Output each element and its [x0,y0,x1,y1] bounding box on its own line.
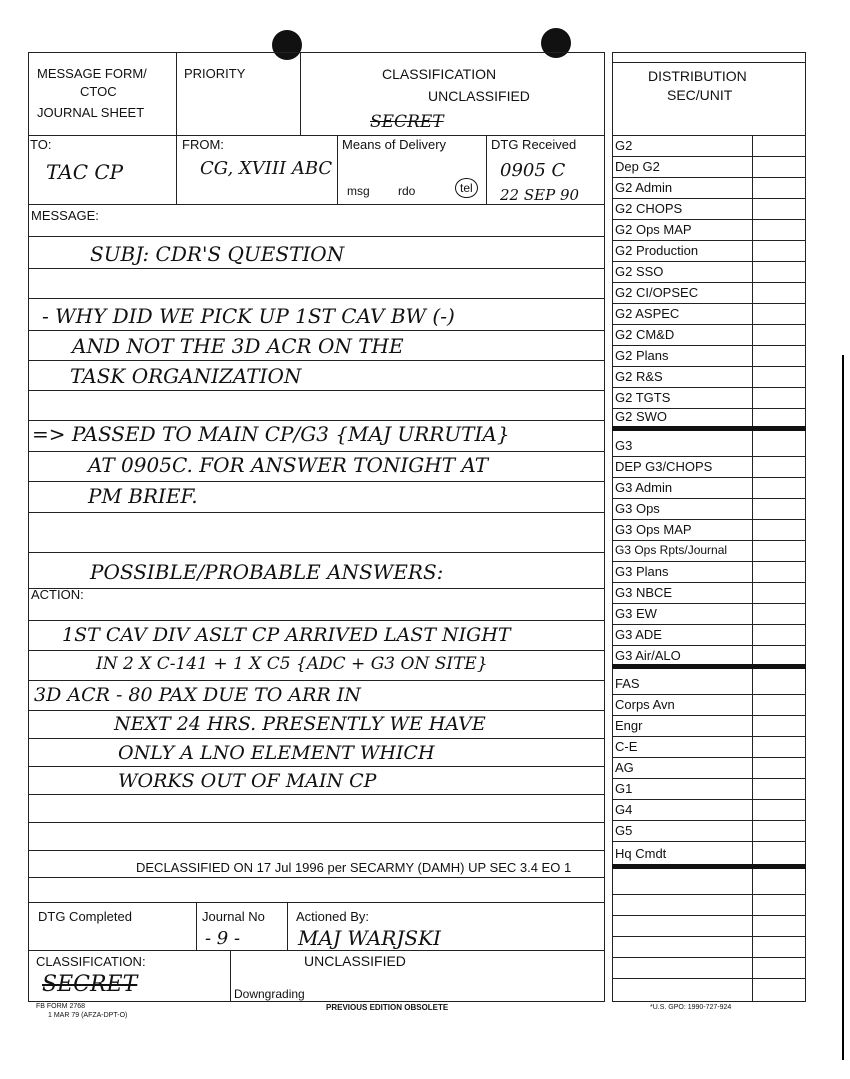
distribution-row: G3 [612,435,806,457]
distribution-row-blank [612,936,806,958]
actioned-by-value: MAJ WARJSKI [298,926,441,950]
journal-no-value: - 9 - [205,928,241,949]
distribution-subtitle: SEC/UNIT [667,87,733,103]
distribution-row: G2 SWO [615,409,668,424]
distribution-row: G3 Ops MAP [612,519,806,541]
footer-classification-value: UNCLASSIFIED [304,953,406,969]
distribution-row: G3 NBCE [612,582,806,604]
action-line: ONLY A LNO ELEMENT WHICH [118,742,435,764]
distribution-row: G2 CHOPS [612,198,806,220]
punch-hole-right [541,28,571,58]
gpo-note: *U.S. GPO: 1990-727-924 [650,1004,732,1011]
distribution-row-blank [612,894,806,916]
footer-classification-label: CLASSIFICATION: [36,954,146,969]
previous-edition-note: PREVIOUS EDITION OBSOLETE [326,1003,449,1012]
message-line: SUBJ: CDR'S QUESTION [90,242,345,266]
distribution-row: AG [612,757,806,779]
classification-value: UNCLASSIFIED [428,88,530,104]
message-line: => PASSED TO MAIN CP/G3 {MAJ URRUTIA} [32,422,510,446]
distribution-row: DEP G3/CHOPS [612,456,806,478]
message-line: AT 0905C. FOR ANSWER TONIGHT AT [88,453,489,477]
distribution-row: G3 Ops Rpts/Journal [612,540,806,562]
distribution-row: Dep G2 [612,156,806,178]
from-label: FROM: [182,137,224,152]
section-divider [612,664,806,669]
action-label: ACTION: [31,587,84,602]
message-line: POSSIBLE/PROBABLE ANSWERS: [90,560,444,584]
means-option-tel: tel [455,178,478,198]
message-label: MESSAGE: [31,208,99,223]
declassified-note: DECLASSIFIED ON 17 Jul 1996 per SECARMY (DAMH) UP SEC 3.4 EO 1 [136,860,572,875]
dtg-completed-label: DTG Completed [38,909,132,924]
distribution-row: G1 [612,778,806,800]
distribution-row: G2 Plans [612,345,806,367]
message-line: AND NOT THE 3D ACR ON THE [72,334,404,358]
classification-label: CLASSIFICATION [382,66,497,82]
form-title-line-2: CTOC [80,84,117,99]
distribution-row-blank [612,957,806,979]
distribution-row: G2 Ops MAP [612,219,806,241]
distribution-row: G3 EW [612,603,806,625]
message-line: TASK ORGANIZATION [70,364,302,388]
punch-hole-left [272,30,302,60]
distribution-row: G2 Production [612,240,806,262]
action-line: 1ST CAV DIV ASLT CP ARRIVED LAST NIGHT [62,624,511,646]
message-line: - WHY DID WE PICK UP 1ST CAV BW (-) [42,304,455,328]
distribution-row: G2 R&S [612,366,806,388]
section-divider [612,426,806,431]
distribution-row: G3 Ops [612,498,806,520]
action-line: 3D ACR - 80 PAX DUE TO ARR IN [34,684,361,706]
dtg-received-date: 22 SEP 90 [500,186,580,204]
distribution-row: G4 [612,799,806,821]
distribution-row: G2 [612,135,806,157]
journal-no-label: Journal No [202,909,265,924]
distribution-row: G3 Plans [612,561,806,583]
page-edge [842,355,844,1060]
distribution-row: Corps Avn [612,694,806,716]
distribution-row: G2 ASPEC [612,303,806,325]
action-line: NEXT 24 HRS. PRESENTLY WE HAVE [114,713,486,735]
from-value: CG, XVIII ABC [200,158,333,179]
distribution-row-blank [612,915,806,937]
struck-classification: SECRET [370,112,444,132]
distribution-row-blank [612,873,806,895]
distribution-row: G3 Air/ALO [615,648,681,663]
means-option-msg: msg [347,184,370,198]
distribution-row: Engr [612,715,806,737]
action-line: IN 2 X C-141 + 1 X C5 {ADC + G3 ON SITE} [96,654,488,674]
form-title-line-3: JOURNAL SHEET [37,105,145,120]
distribution-row: G2 Admin [612,177,806,199]
distribution-title: DISTRIBUTION [648,68,747,84]
to-label: TO: [30,137,52,152]
distribution-row: G2 SSO [612,261,806,283]
to-value: TAC CP [46,160,124,184]
form-title-line-1: MESSAGE FORM/ [37,66,147,81]
form-number: FB FORM 2768 [36,1003,86,1010]
distribution-row: G3 Admin [612,477,806,499]
means-of-delivery-label: Means of Delivery [342,137,447,152]
distribution-row: G2 TGTS [612,387,806,409]
downgrading-label: Downgrading [234,987,305,1001]
distribution-row: Hq Cmdt [615,846,667,861]
distribution-row: G2 CM&D [612,324,806,346]
distribution-row: C-E [612,736,806,758]
section-divider [612,864,806,869]
means-option-rdo: rdo [398,184,416,198]
dtg-received-time: 0905 C [500,160,566,181]
dtg-received-label: DTG Received [491,137,577,152]
distribution-row: G5 [612,820,806,842]
footer-struck-classification: SECRET [42,972,138,997]
form-date: 1 MAR 79 (AFZA-DPT-O) [48,1012,128,1019]
priority-label: PRIORITY [184,66,246,81]
distribution-row: G3 ADE [612,624,806,646]
message-line: PM BRIEF. [88,484,198,508]
actioned-by-label: Actioned By: [296,909,369,924]
distribution-row: FAS [612,673,806,695]
action-line: WORKS OUT OF MAIN CP [118,770,377,792]
distribution-row: G2 CI/OPSEC [612,282,806,304]
